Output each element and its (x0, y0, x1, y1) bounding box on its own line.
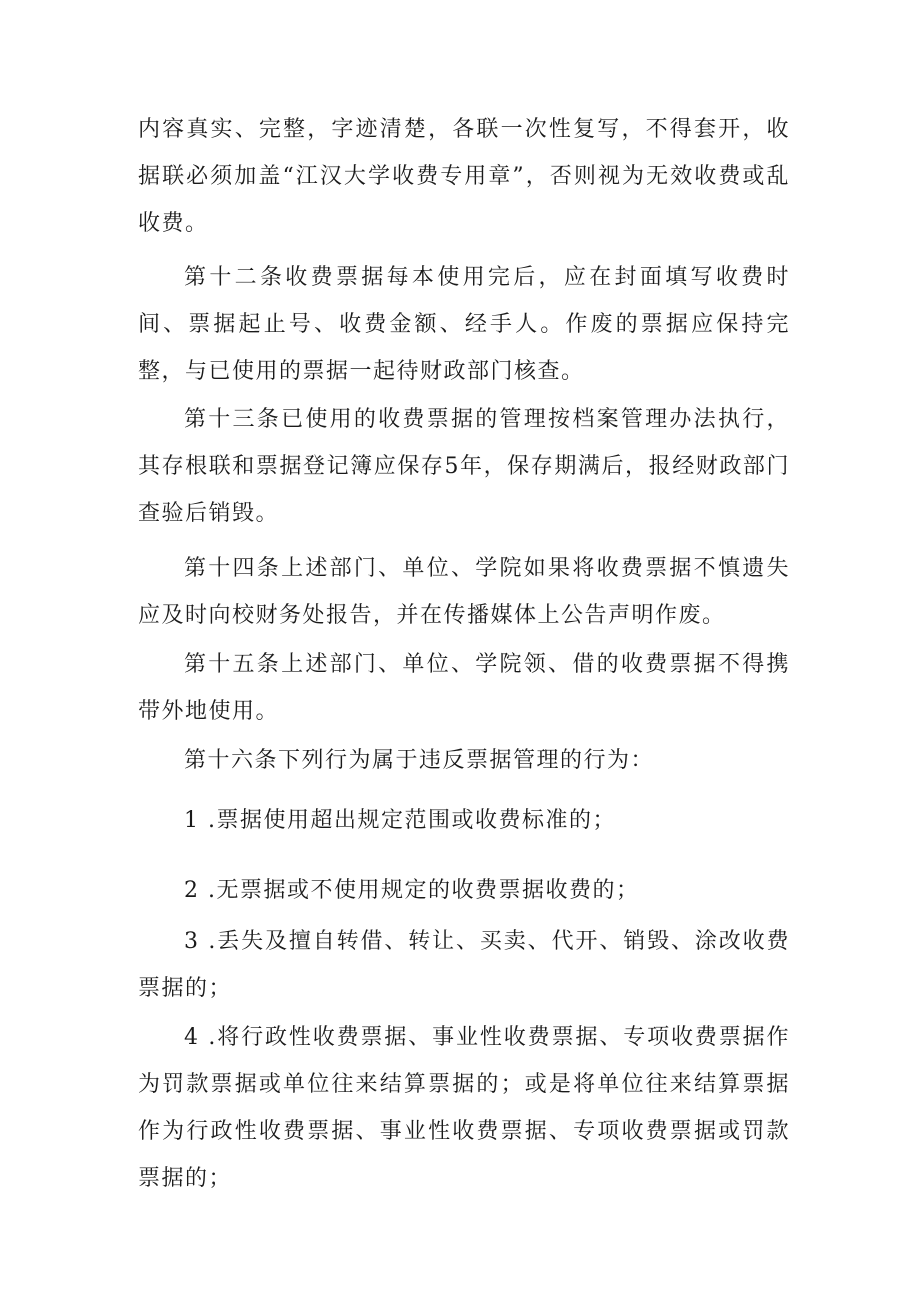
paragraph-continuation: 内容真实、完整，字迹清楚，各联一次性复写，不得套开，收据联必须加盖“江汉大学收费专用章”，否则视为无效收费或乱收费。 (138, 117, 790, 236)
article-14-paragraph: 第十四条上述部门、单位、学院如果将收费票据不慎遗失应及时向校财务处报告，并在传播媒体上公告声明作废。 (138, 556, 790, 628)
article-13-paragraph: 第十三条已使用的收费票据的管理按档案管理办法执行，其存根联和票据登记簿应保存5年，保存期满后，报经财政部门查验后销毁。 (138, 407, 790, 526)
list-item-4: 4 .将行政性收费票据、事业性收费票据、专项收费票据作为罚款票据或单位往来结算票据的；或是将单位往来结算票据作为行政性收费票据、事业性收费票据、专项收费票据或罚款票据的； (138, 1025, 790, 1191)
article-15-paragraph: 第十五条上述部门、单位、学院领、借的收费票据不得携带外地使用。 (138, 652, 790, 724)
list-item-3: 3 .丢失及擅自转借、转让、买卖、代开、销毁、涂改收费票据的； (138, 929, 790, 1001)
article-16-heading: 第十六条下列行为属于违反票据管理的行为： (184, 748, 655, 773)
list-item-2: 2 .无票据或不使用规定的收费票据收费的； (184, 878, 640, 903)
article-12-paragraph: 第十二条收费票据每本使用完后，应在封面填写收费时间、票据起止号、收费金额、经手人。作废的票据应保持完整，与已使用的票据一起待财政部门核查。 (138, 265, 790, 384)
list-item-1: 1 .票据使用超出规定范围或收费标准的； (184, 808, 616, 833)
